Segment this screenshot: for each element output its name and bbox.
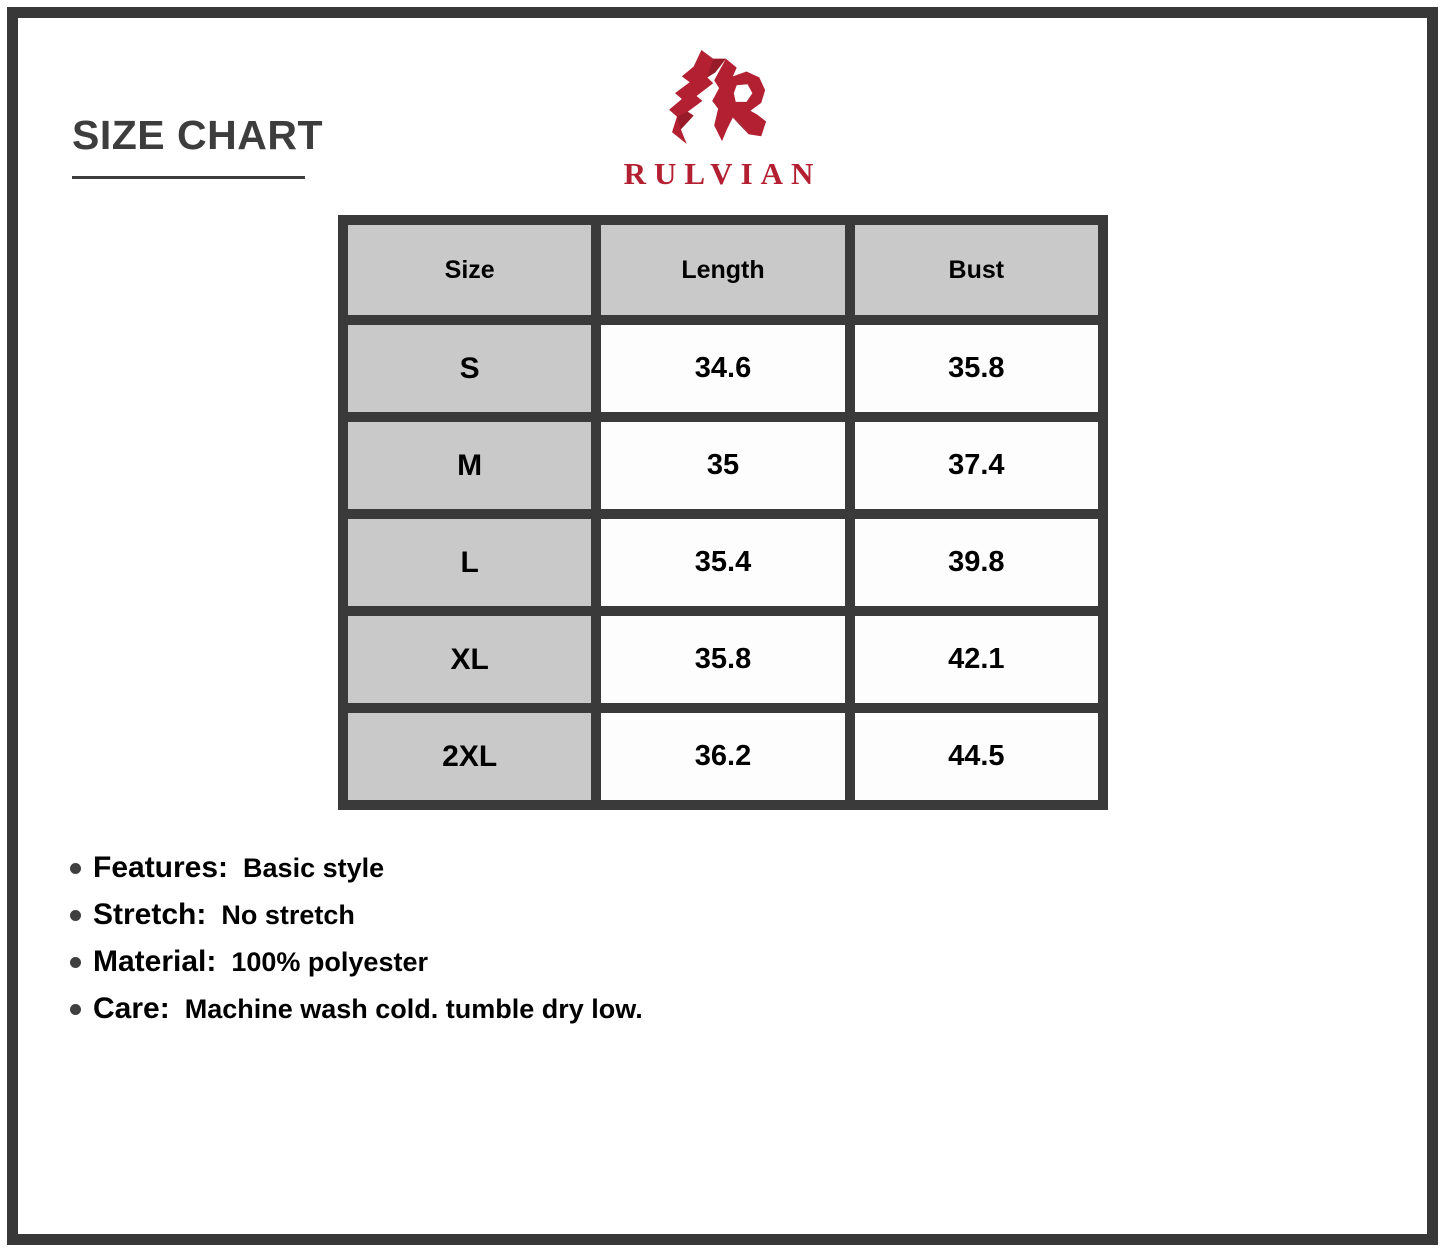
- length-cell: 35.4: [596, 514, 849, 611]
- size-cell: M: [343, 417, 596, 514]
- detail-item-care: [70, 992, 643, 1026]
- rulvian-r-logo-icon: [664, 48, 782, 151]
- detail-label: Features:: [93, 851, 229, 884]
- size-cell: S: [343, 320, 596, 417]
- detail-item-features: [70, 851, 643, 885]
- table-row: [343, 708, 1103, 805]
- detail-label: Care:: [93, 992, 170, 1025]
- brand-name: RULVIAN: [623, 156, 822, 191]
- detail-item-material: [70, 945, 643, 979]
- column-header-length: Length: [596, 220, 849, 320]
- table-row: [343, 417, 1103, 514]
- length-cell: 34.6: [596, 320, 849, 417]
- bullet-dot-icon: [70, 957, 81, 968]
- page-title: SIZE CHART: [72, 112, 323, 158]
- column-header-size: Size: [343, 220, 596, 320]
- size-cell: XL: [343, 611, 596, 708]
- bust-cell: 42.1: [850, 611, 1103, 708]
- bust-cell: 35.8: [850, 320, 1103, 417]
- table-header-row: [343, 220, 1103, 320]
- size-chart-table: [338, 215, 1108, 810]
- detail-label: Material:: [93, 945, 217, 978]
- detail-item-stretch: [70, 898, 643, 932]
- bullet-dot-icon: [70, 910, 81, 921]
- size-cell: 2XL: [343, 708, 596, 805]
- detail-label: Stretch:: [93, 898, 207, 931]
- size-cell: L: [343, 514, 596, 611]
- detail-value: 100% polyester: [231, 947, 428, 977]
- bullet-dot-icon: [70, 863, 81, 874]
- product-details-list: [70, 851, 643, 1039]
- detail-value: Machine wash cold. tumble dry low.: [184, 994, 643, 1024]
- bust-cell: 44.5: [850, 708, 1103, 805]
- table-row: [343, 514, 1103, 611]
- bullet-dot-icon: [70, 1004, 81, 1015]
- detail-value: Basic style: [243, 853, 385, 883]
- bust-cell: 37.4: [850, 417, 1103, 514]
- table-row: [343, 320, 1103, 417]
- brand-logo: [0, 48, 1445, 192]
- table-row: [343, 611, 1103, 708]
- detail-value: No stretch: [221, 900, 355, 930]
- length-cell: 36.2: [596, 708, 849, 805]
- bust-cell: 39.8: [850, 514, 1103, 611]
- column-header-bust: Bust: [850, 220, 1103, 320]
- length-cell: 35.8: [596, 611, 849, 708]
- length-cell: 35: [596, 417, 849, 514]
